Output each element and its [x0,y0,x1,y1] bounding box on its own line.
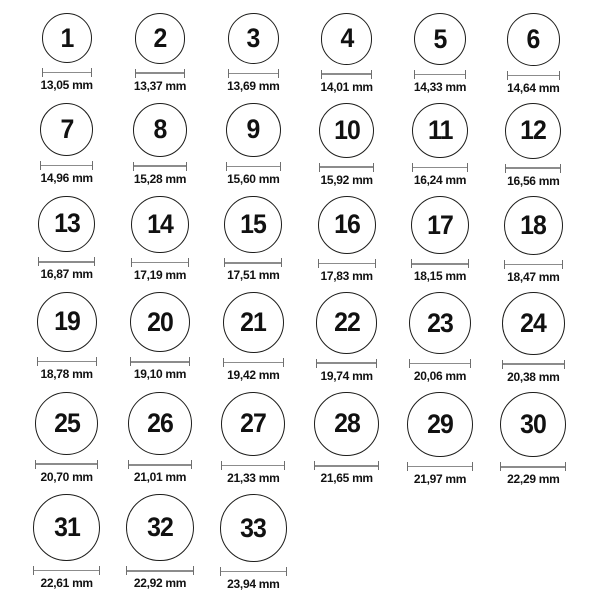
size-circle [35,392,98,455]
diameter-measure-line [228,69,279,78]
diameter-measure-line [318,259,376,268]
size-circle [319,103,374,158]
diameter-measure-line [128,460,192,469]
ring-size-cell [41,13,93,93]
size-number: 11 [427,114,453,145]
diameter-label: 21,01 mm [133,470,187,485]
diameter-measure-line [130,357,190,366]
ring-size-cell [412,103,468,189]
ring-size-cell [38,196,95,283]
size-circle [42,13,92,63]
diameter-label: 14,01 mm [320,79,373,94]
diameter-label: 22,92 mm [133,576,187,591]
size-circle [126,494,193,561]
diameter-label: 20,06 mm [413,369,467,384]
ring-size-cell [33,494,100,591]
ring-size-cell [220,494,288,592]
size-circle [316,292,378,354]
size-circle [33,494,100,561]
ring-size-cell [318,196,376,284]
diameter-measure-line [411,259,470,268]
diameter-measure-line [35,460,98,469]
diameter-label: 21,33 mm [227,470,280,485]
diameter-label: 17,51 mm [227,268,280,283]
size-number: 27 [240,408,267,439]
size-circle [40,103,93,156]
size-circle [224,196,282,254]
size-number: 7 [60,113,74,144]
diameter-measure-line [42,68,92,77]
diameter-measure-line [38,257,95,266]
diameter-measure-line [223,358,284,367]
size-row [20,292,580,385]
size-number: 3 [246,23,260,54]
diameter-label: 22,61 mm [40,575,93,590]
diameter-label: 19,10 mm [133,367,187,382]
ring-size-cell [321,13,373,95]
diameter-label: 20,70 mm [40,469,93,484]
size-number: 9 [246,114,260,145]
size-number: 23 [427,307,453,338]
diameter-measure-line [133,162,187,171]
diameter-label: 13,05 mm [40,78,93,92]
diameter-measure-line [37,357,97,366]
diameter-measure-line [316,359,378,368]
diameter-label: 14,33 mm [413,80,467,95]
diameter-measure-line [314,461,379,470]
size-circle [314,392,379,457]
ring-size-cell [407,392,472,487]
diameter-label: 21,97 mm [413,471,467,486]
size-number: 6 [526,23,540,54]
ring-size-cell [314,392,379,487]
diameter-label: 14,96 mm [40,170,93,185]
diameter-measure-line [224,258,282,267]
ring-size-cell [507,13,560,96]
size-circle [128,392,192,456]
diameter-measure-line [220,567,288,576]
size-row [20,392,580,488]
size-number: 17 [427,209,453,240]
size-circle [500,392,566,458]
size-number: 19 [53,306,80,337]
diameter-label: 14,64 mm [507,80,560,95]
size-number: 5 [433,23,447,54]
size-circle [411,196,470,255]
size-circle [131,196,188,253]
size-number: 24 [520,307,547,338]
size-circle [38,196,95,253]
diameter-measure-line [33,566,100,575]
diameter-measure-line [226,162,280,171]
diameter-label: 17,83 mm [320,268,373,283]
size-number: 4 [340,23,354,54]
size-number: 20 [147,306,173,337]
size-number: 16 [333,209,360,240]
size-circle [226,103,280,157]
diameter-measure-line [407,462,472,471]
size-number: 10 [333,114,360,145]
size-circle [504,196,563,255]
size-number: 26 [147,407,173,438]
diameter-measure-line [409,359,471,368]
ring-size-cell [37,292,97,382]
size-number: 15 [240,209,267,240]
size-circle [502,292,565,355]
size-number: 33 [240,512,267,543]
size-number: 2 [153,22,167,53]
size-number: 32 [147,512,173,543]
ring-size-cell [319,103,374,188]
diameter-label: 23,94 mm [227,577,280,591]
size-circle [37,292,97,352]
ring-size-cell [134,13,186,94]
size-circle [135,13,186,64]
ring-size-cell [411,196,470,285]
ring-size-cell [126,494,193,591]
ring-size-cell [130,292,190,382]
ring-size-cell [505,103,561,189]
ring-size-cell [128,392,192,486]
ring-size-cell [504,196,563,285]
ring-size-cell [40,103,93,186]
diameter-measure-line [321,70,373,79]
ring-size-cell [409,292,471,384]
diameter-label: 17,19 mm [133,267,187,282]
diameter-measure-line [504,260,563,269]
size-circle [220,494,288,562]
diameter-label: 18,15 mm [413,269,467,284]
size-circle [223,292,284,353]
diameter-label: 13,69 mm [227,79,280,94]
ring-size-cell [221,392,285,486]
ring-size-cell [227,13,279,94]
size-number: 25 [53,407,80,438]
ring-size-cell [500,392,566,488]
ring-size-cell [226,103,280,187]
size-circle [505,103,561,159]
size-circle [318,196,376,254]
diameter-measure-line [500,462,566,471]
diameter-label: 18,47 mm [507,270,560,285]
diameter-measure-line [319,163,374,172]
diameter-measure-line [126,566,193,575]
diameter-label: 22,29 mm [507,472,560,487]
diameter-label: 19,42 mm [227,367,280,382]
diameter-label: 18,78 mm [40,366,93,381]
diameter-measure-line [414,70,466,79]
diameter-label: 15,60 mm [227,172,280,187]
size-circle [228,13,279,64]
ring-size-cell [224,196,282,284]
diameter-measure-line [412,163,468,172]
size-row [20,196,580,285]
diameter-label: 13,37 mm [133,78,187,93]
ring-size-cell [131,196,188,283]
size-number: 28 [333,408,360,439]
diameter-label: 16,56 mm [507,173,560,188]
ring-size-cell [223,292,284,383]
size-circle [407,392,472,457]
diameter-label: 15,28 mm [133,171,187,186]
diameter-measure-line [131,258,188,267]
size-number: 22 [333,307,360,338]
diameter-measure-line [507,71,560,80]
size-number: 18 [520,209,547,240]
diameter-label: 19,74 mm [320,368,373,383]
ring-size-cell [316,292,378,384]
ring-size-cell [502,292,565,385]
size-number: 29 [427,408,453,439]
size-number: 1 [60,22,74,53]
diameter-measure-line [135,69,186,78]
size-circle [409,292,471,354]
size-number: 21 [240,306,267,337]
ring-size-cell [133,103,187,187]
size-row [20,13,580,96]
diameter-measure-line [505,164,561,173]
size-circle [414,13,466,65]
diameter-label: 16,24 mm [413,173,467,188]
ring-size-cell [414,13,466,95]
size-circle [412,103,468,159]
size-number: 31 [53,512,80,543]
size-circle [507,13,560,66]
diameter-label: 21,65 mm [320,471,373,486]
size-circle [133,103,187,157]
ring-size-cell [35,392,98,485]
diameter-label: 15,92 mm [320,172,373,187]
size-number: 8 [153,114,167,145]
diameter-label: 20,38 mm [507,369,560,384]
size-circle [321,13,373,65]
size-row [20,494,580,592]
diameter-measure-line [40,161,93,170]
size-number: 30 [520,409,547,439]
size-circle [221,392,285,456]
size-number: 12 [520,115,547,146]
size-row [20,103,580,189]
size-number: 13 [53,208,80,239]
size-number: 14 [147,208,173,239]
diameter-measure-line [502,360,565,369]
size-circle [130,292,190,352]
diameter-measure-line [221,461,285,470]
diameter-label: 16,87 mm [40,267,93,282]
